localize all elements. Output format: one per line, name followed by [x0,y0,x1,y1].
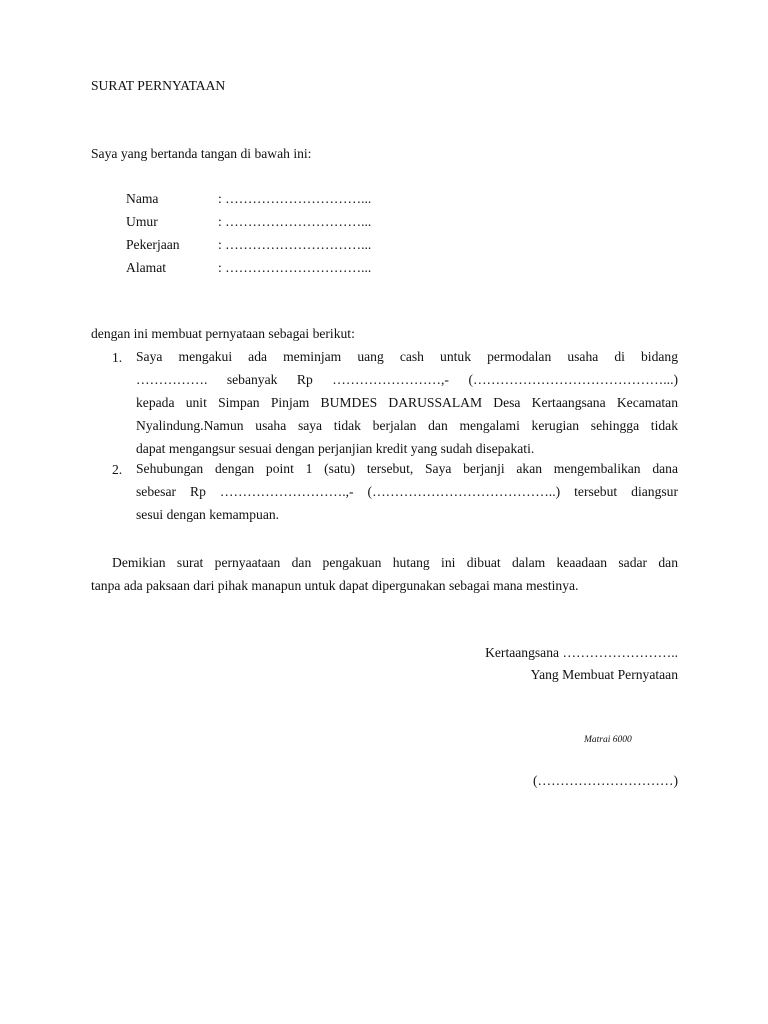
list-item-line: Nyalindung.Namun usaha saya tidak berjalan dan mengalami kerugian sehingga tidak [136,418,678,433]
document-title: SURAT PERNYATAAN [91,78,226,93]
list-item-line: Saya mengakui ada meminjam uang cash untuk permodalan usaha di bidang [136,349,678,364]
statement-lead: dengan ini membuat pernyataan sebagai berikut: [91,326,355,341]
list-number: 1. [112,350,123,365]
field-label-alamat: Alamat [126,260,167,275]
field-value-umur: : …………………………... [218,214,372,229]
list-item-line: sebesar Rp ……………………….,- (…………………………………..) tersebut diangsur [136,484,678,499]
intro-text: Saya yang bertanda tangan di bawah ini: [91,146,312,161]
signer-role: Yang Membuat Pernyataan [530,667,678,682]
field-label-umur: Umur [126,214,158,229]
list-item-line: dapat mengangsur sesuai dengan perjanjian kredit yang sudah disepakati. [136,441,535,456]
list-item-line: sesui dengan kemampuan. [136,507,280,522]
list-item-line: ……………. sebanyak Rp ……………………,- (……………………………………...) [136,372,678,387]
closing-line: Demikian surat pernyaataan dan pengakuan hutang ini dibuat dalam keaadaan sadar dan [112,555,678,570]
field-value-pekerjaan: : …………………………... [218,237,372,252]
signature-line: (…………………………) [533,773,678,788]
field-value-nama: : …………………………... [218,191,372,206]
list-item [136,345,678,460]
field-label-nama: Nama [126,191,159,206]
field-label-pekerjaan: Pekerjaan [126,237,180,252]
list-item-line: kepada unit Simpan Pinjam BUMDES DARUSSALAM Desa Kertaangsana Kecamatan [136,395,678,410]
list-item-line: Sehubungan dengan point 1 (satu) tersebut, Saya berjanji akan mengembalikan dana [136,461,678,476]
list-number: 2. [112,462,123,477]
closing-paragraph [91,551,678,597]
stamp-label: Matrai 6000 [584,735,632,745]
place-date: Kertaangsana …………………….. [485,645,678,660]
field-value-alamat: : …………………………... [218,260,372,275]
list-item [136,457,678,526]
closing-line: tanpa ada paksaan dari pihak manapun untuk dapat dipergunakan sebagai mana mestinya. [91,578,579,593]
